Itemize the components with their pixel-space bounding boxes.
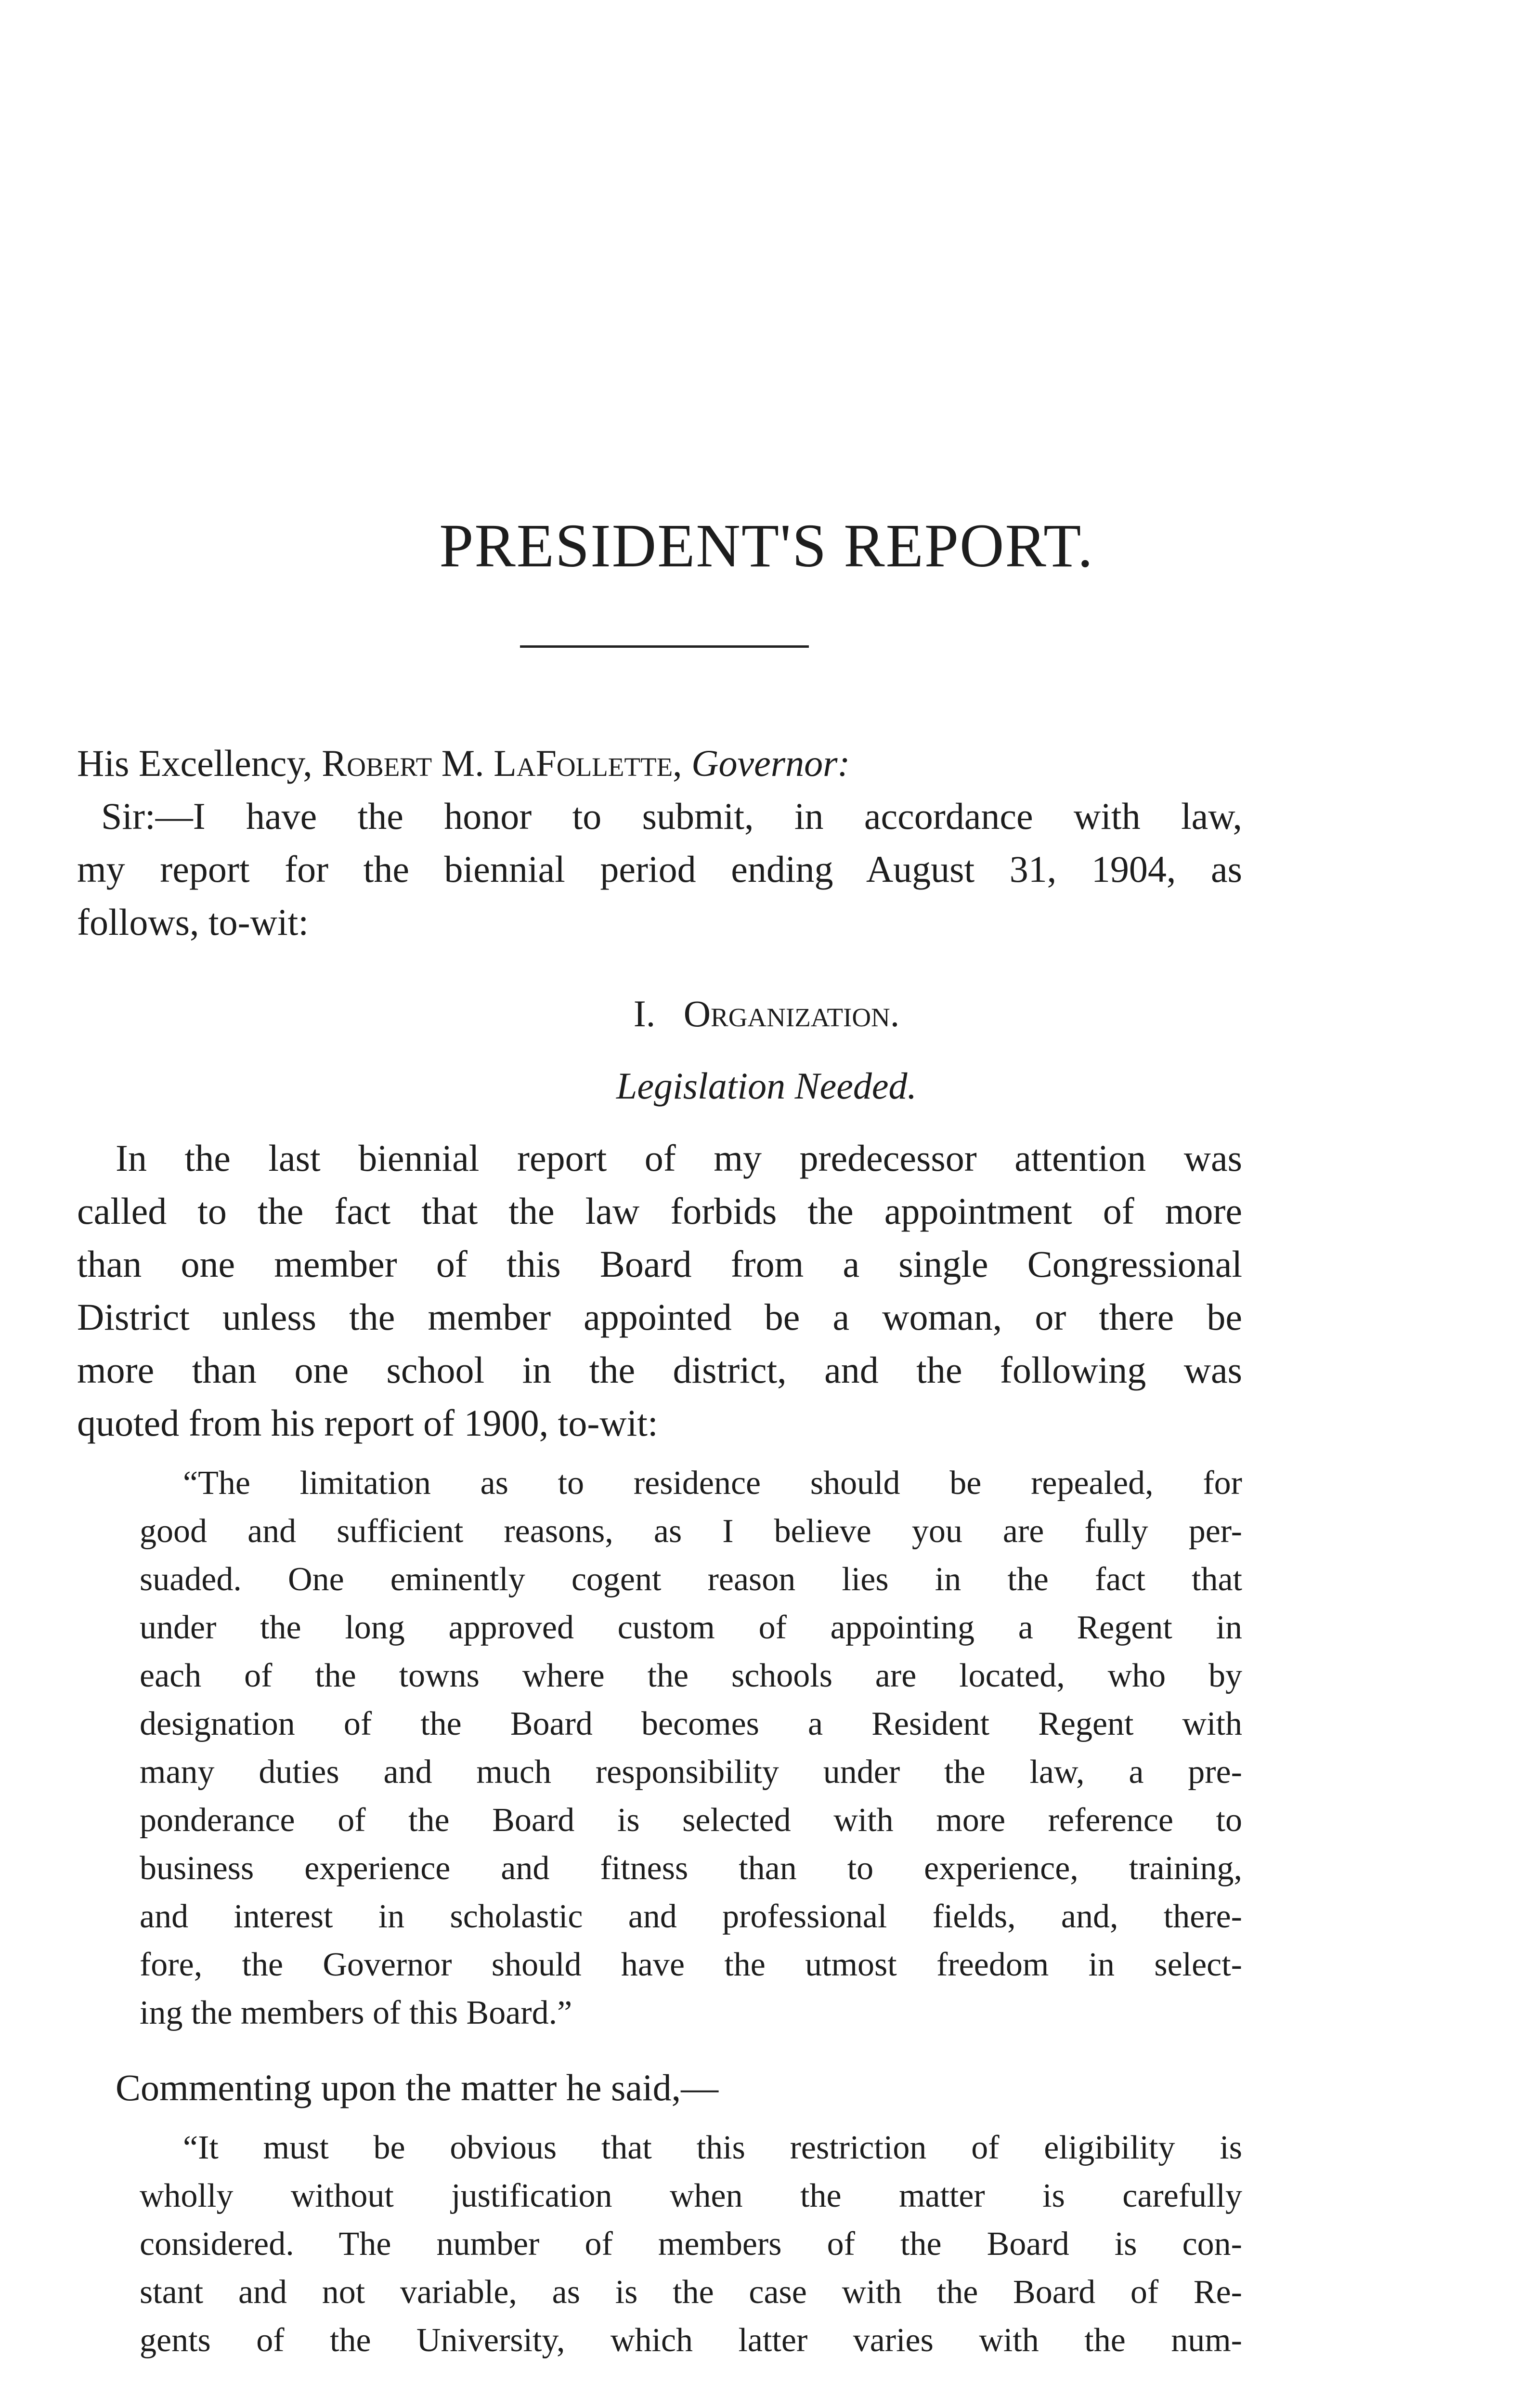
quote-line: many duties and much responsibility under the law, a pre- xyxy=(140,1754,1242,1791)
section-title: Organization. xyxy=(683,993,900,1034)
page-title: PRESIDENT'S REPORT. xyxy=(439,511,1094,580)
quote-line: and interest in scholastic and professional fields, and, there- xyxy=(140,1898,1242,1935)
paragraph-line: more than one school in the district, and the following was xyxy=(77,1349,1242,1391)
section-heading xyxy=(0,992,1533,1035)
title-rule xyxy=(520,645,809,648)
quote-line: stant and not variable, as is the case with the Board of Re- xyxy=(140,2274,1242,2311)
quote-line: business experience and fitness than to experience, training, xyxy=(140,1850,1242,1887)
intro-line-3: follows, to-wit: xyxy=(77,901,309,943)
salutation-prefix: His Excellency, xyxy=(77,742,322,784)
paragraph-line: than one member of this Board from a single Congressional xyxy=(77,1243,1242,1285)
quote-line: considered. The number of members of the Board is con- xyxy=(140,2225,1242,2263)
quote-line: ponderance of the Board is selected with more reference to xyxy=(140,1802,1242,1839)
paragraph-line: quoted from his report of 1900, to-wit: xyxy=(77,1402,658,1444)
salutation-suffix: , xyxy=(673,742,692,784)
quote-line: each of the towns where the schools are located, who by xyxy=(140,1657,1242,1694)
paragraph-line: In the last biennial report of my predecessor attention was xyxy=(116,1137,1242,1179)
section-number: I. xyxy=(633,993,656,1034)
quote-line: gents of the University, which latter varies with the num- xyxy=(140,2322,1242,2359)
quote-line: “The limitation as to residence should be repealed, for xyxy=(183,1465,1242,1502)
salutation-line xyxy=(77,742,850,785)
paragraph-line: District unless the member appointed be a woman, or there be xyxy=(77,1296,1242,1338)
quote-line: fore, the Governor should have the utmost freedom in select- xyxy=(140,1946,1242,1983)
governor-role: Governor: xyxy=(691,742,850,784)
paragraph-line: called to the fact that the law forbids the appointment of more xyxy=(77,1190,1242,1232)
subsection-title: Legislation Needed. xyxy=(616,1065,917,1107)
commenting-line: Commenting upon the matter he said,— xyxy=(116,2067,719,2108)
governor-name: Robert M. LaFollette xyxy=(322,742,673,784)
quote-line: under the long approved custom of appointing a Regent in xyxy=(140,1609,1242,1646)
quote-line: ing the members of this Board.” xyxy=(140,1994,572,2031)
quote-line: designation of the Board becomes a Resident Regent with xyxy=(140,1705,1242,1742)
quote-line: “It must be obvious that this restriction of eligibility is xyxy=(183,2129,1242,2166)
quote-line: good and sufficient reasons, as I believe you are fully per- xyxy=(140,1513,1242,1550)
intro-line-1: Sir:—I have the honor to submit, in accordance with law, xyxy=(101,795,1242,837)
intro-line-2: my report for the biennial period ending August 31, 1904, as xyxy=(77,848,1242,890)
quote-line: wholly without justification when the matter is carefully xyxy=(140,2177,1242,2214)
quote-line: suaded. One eminently cogent reason lies in the fact that xyxy=(140,1561,1242,1598)
